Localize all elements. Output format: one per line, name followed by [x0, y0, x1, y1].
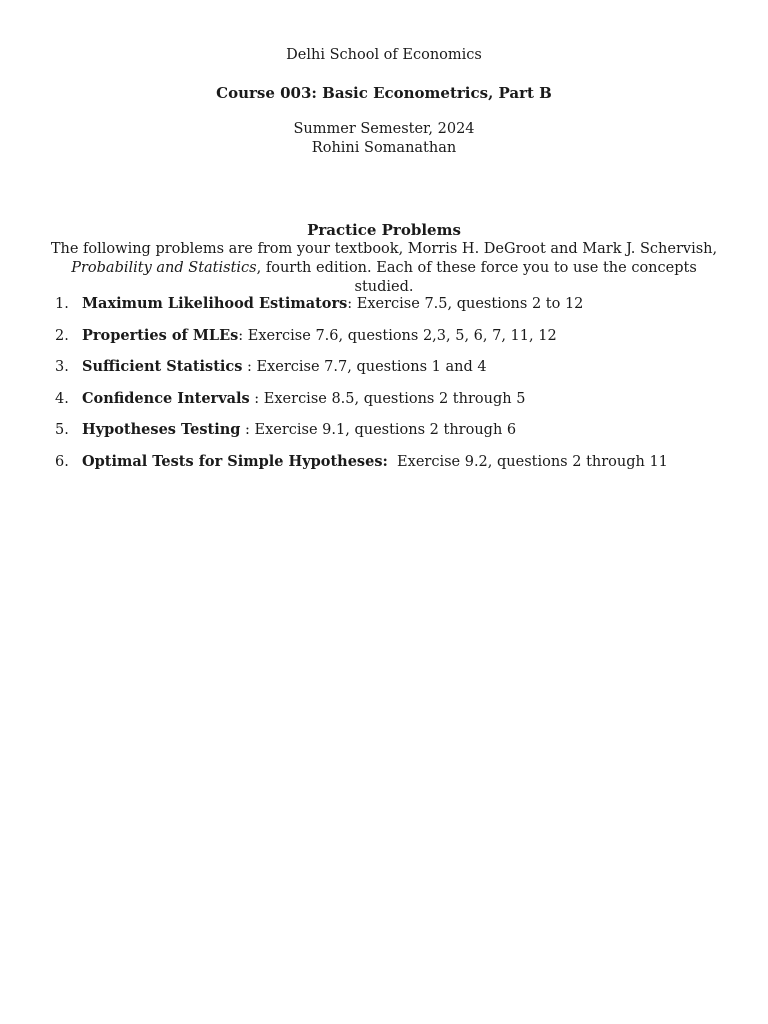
problem-number: 1.: [55, 296, 69, 312]
problem-detail: : Exercise 7.5, questions 2 to 12: [347, 296, 584, 312]
problem-item: [55, 389, 735, 421]
problem-item: [55, 420, 735, 452]
problem-item: [55, 357, 735, 389]
problem-number: 2.: [55, 327, 69, 344]
problem-topic: Maximum Likelihood Estimators: [82, 295, 348, 312]
intro-paragraph: [50, 240, 718, 297]
instructor-name: Rohini Somanathan: [311, 140, 457, 156]
problem-topic: Sufficient Statistics: [82, 358, 243, 376]
problem-topic: Optimal Tests for Simple Hypotheses:: [82, 452, 388, 470]
problem-detail: : Exercise 9.1, questions 2 through 6: [240, 422, 517, 439]
problem-number: 5.: [55, 422, 69, 439]
course-title: Course 003: Basic Econometrics, Part B: [216, 84, 552, 102]
problem-topic: Properties of MLEs: [82, 326, 239, 344]
problem-item: [55, 326, 735, 358]
intro-text-before: The following problems are from your textbook, Morris H. DeGroot and Mark J. Schervish,: [50, 241, 718, 257]
problem-detail: Exercise 9.2, questions 2 through 11: [387, 453, 668, 470]
problem-detail: : Exercise 7.6, questions 2,3, 5, 6, 7, 11, 12: [238, 327, 557, 344]
section-heading: Practice Problems: [307, 221, 461, 239]
problem-detail: : Exercise 7.7, questions 1 and 4: [242, 359, 487, 376]
institution-name: Delhi School of Economics: [286, 47, 482, 63]
problem-item: [55, 452, 735, 484]
problem-number: 4.: [55, 390, 69, 407]
semester: Summer Semester, 2024: [293, 121, 475, 137]
problem-number: 3.: [55, 359, 69, 376]
problem-topic: Confidence Intervals: [82, 389, 250, 407]
problem-item: [55, 294, 735, 326]
intro-text-after: , fourth edition. Each of these force you to use the concepts studied.: [256, 260, 697, 295]
problem-topic: Hypotheses Testing: [82, 421, 241, 439]
problem-list: [55, 294, 735, 484]
problem-number: 6.: [55, 453, 69, 470]
problem-detail: : Exercise 8.5, questions 2 through 5: [249, 390, 526, 407]
book-title: Probability and Statistics: [71, 260, 257, 276]
